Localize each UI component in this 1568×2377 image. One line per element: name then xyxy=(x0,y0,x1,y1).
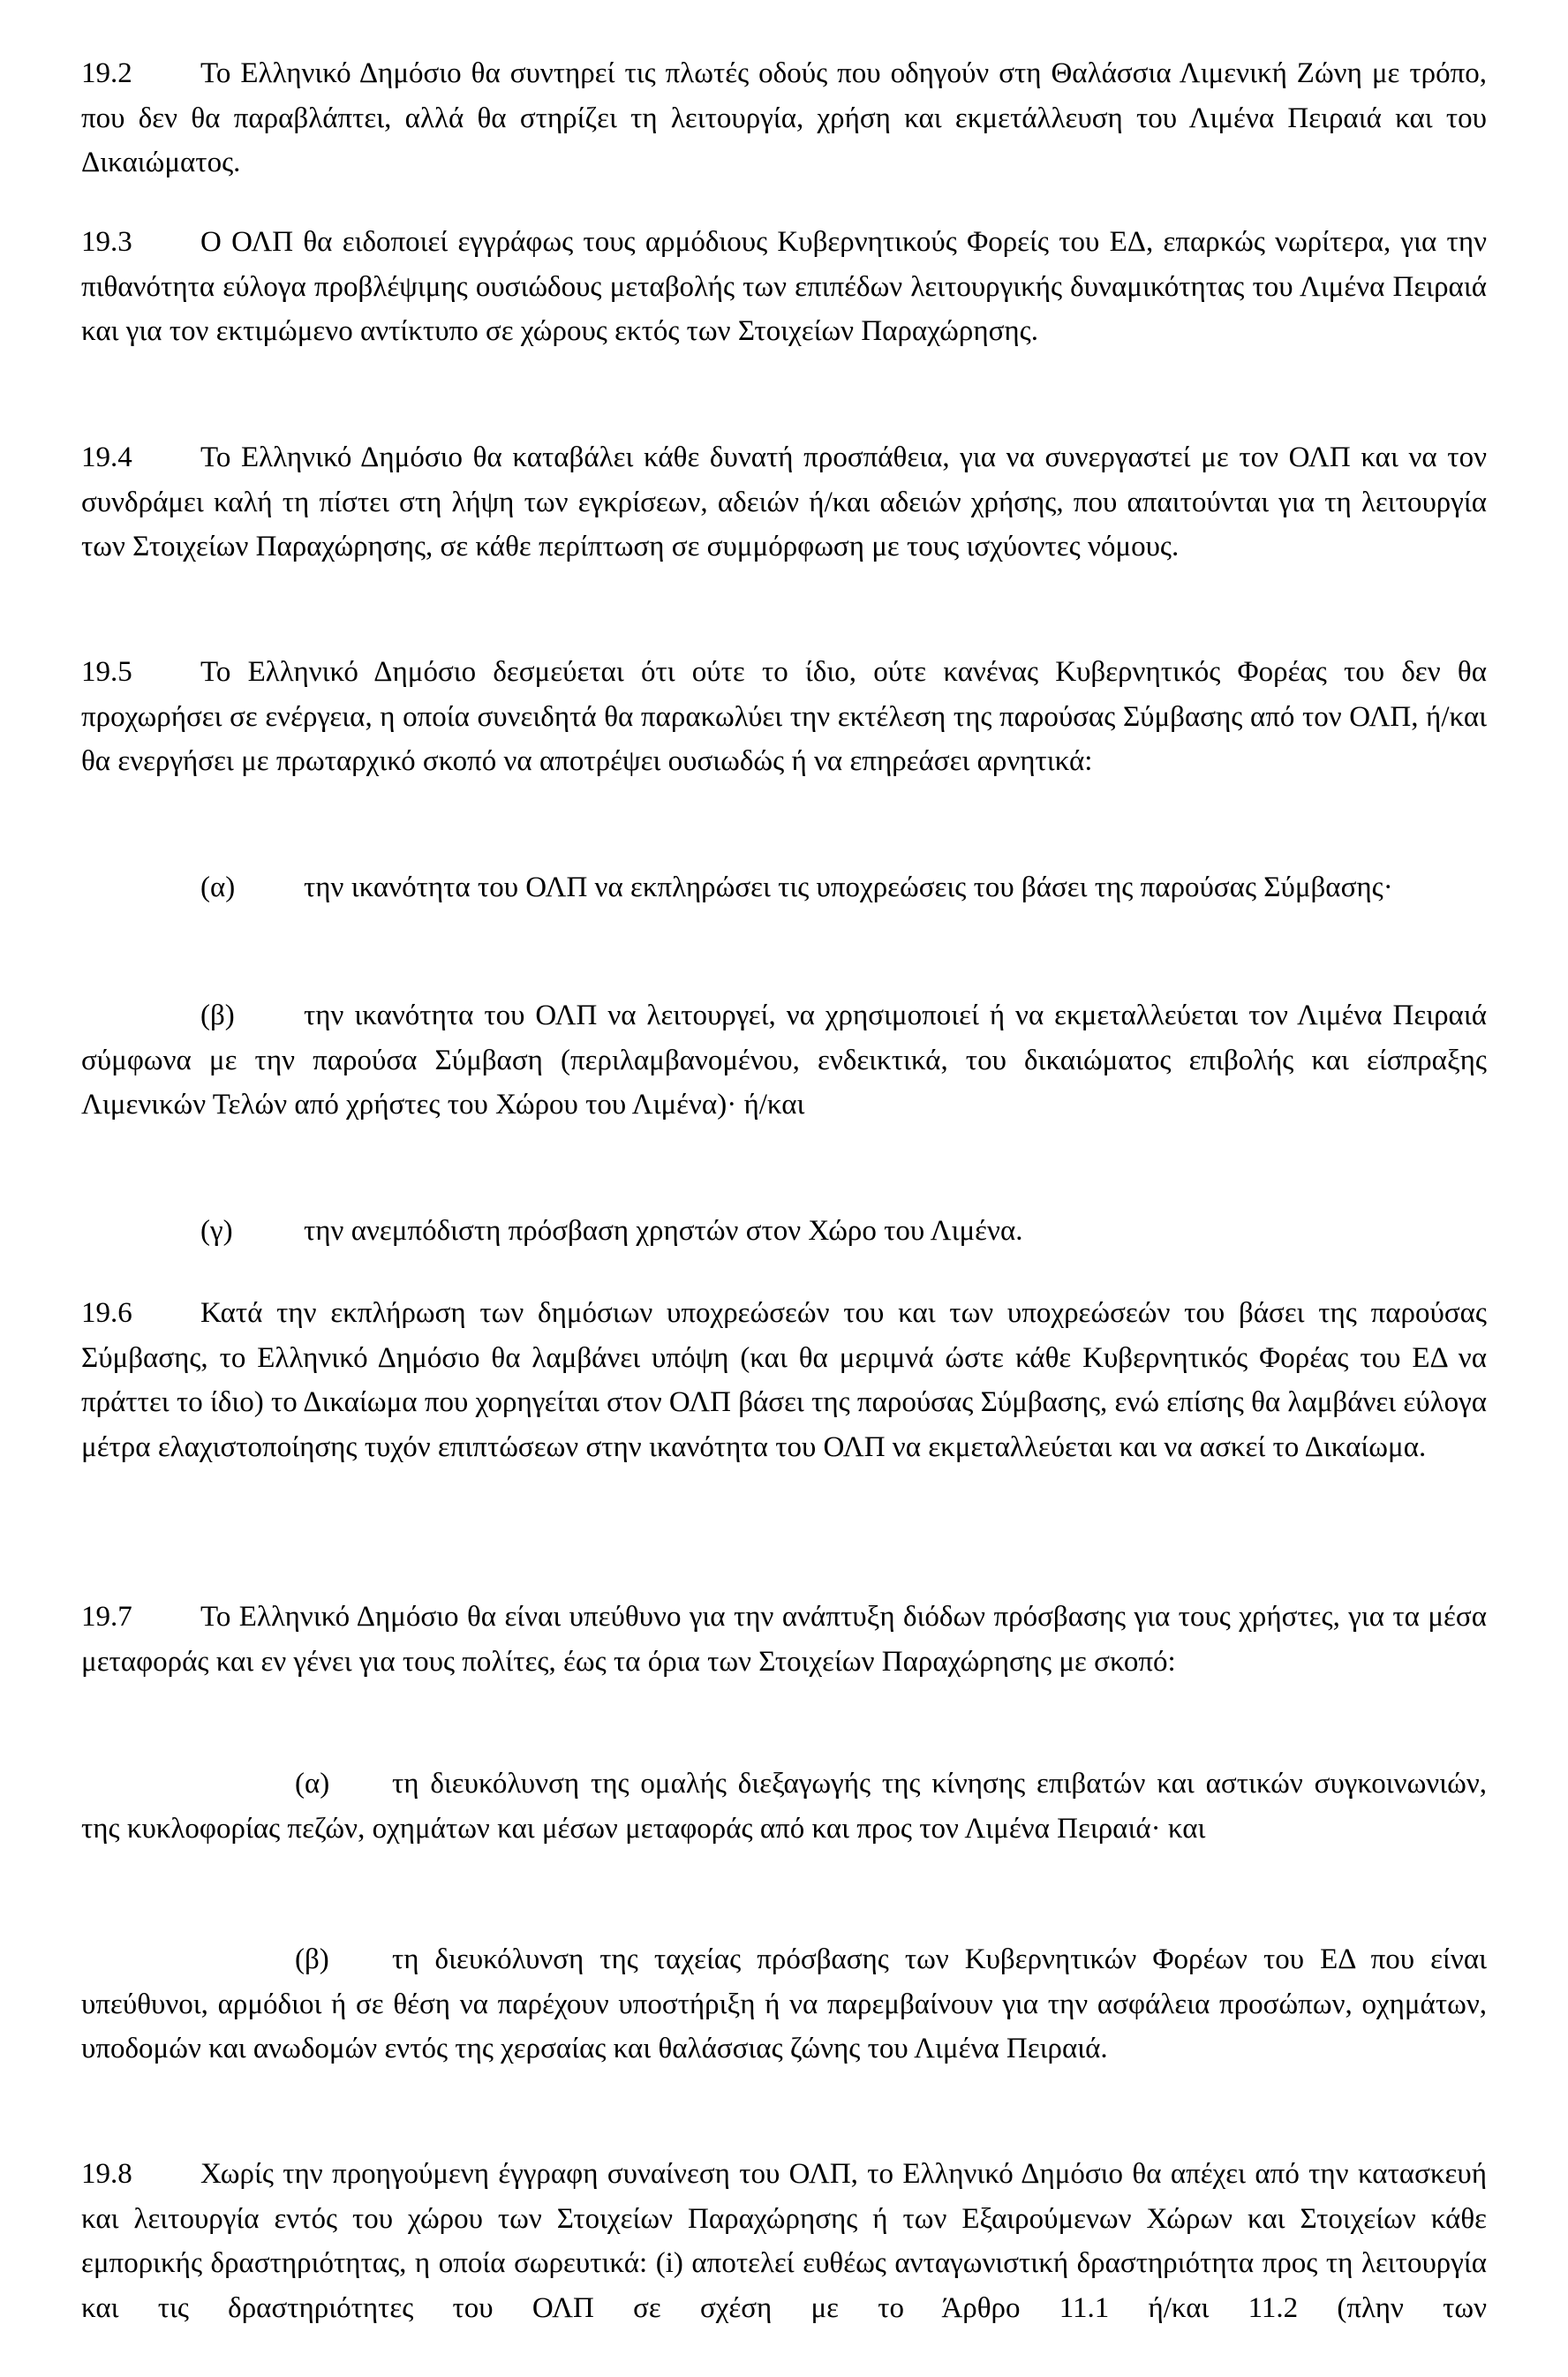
section-number: 19.4 xyxy=(81,441,132,473)
section-text: Κατά την εκπλήρωση των δημόσιων υποχρεώσεών του και των υποχρεώσεών του βάσει της παρούσας Σύμβασης, το Ελληνικό Δημόσιο θα λαμβάνει υπόψη (και θα μεριμνά ώστε κάθε Κυβερνητικός Φορέας του ΕΔ να πράττει το ίδιο) το Δικαίωμα που χορηγείται στον ΟΛΠ βάσει της παρούσας Σύμβασης, ενώ επίσης θα λαμβάνει εύλογα μέτρα ελαχιστοποίησης τυχόν επιπτώσεων στην ικανότητα του ΟΛΠ να εκμεταλλεύεται και να ασκεί το Δικαίωμα. xyxy=(81,1297,1487,1463)
section-text: Το Ελληνικό Δημόσιο θα καταβάλει κάθε δυνατή προσπάθεια, για να συνεργαστεί με τον ΟΛΠ και να τον συνδράμει καλή τη πίστει στη λήψη των εγκρίσεων, αδειών ή/και αδειών χρήσης, που απαιτούνται για τη λειτουργία των Στοιχείων Παραχώρησης, σε κάθε περίπτωση σε συμμόρφωση με τους ισχύοντες νόμους. xyxy=(81,441,1487,562)
section-number: 19.3 xyxy=(81,226,132,258)
section-text: Χωρίς την προηγούμενη έγγραφη συναίνεση του ΟΛΠ, το Ελληνικό Δημόσιο θα απέχει από την κατασκευή και λειτουργία εντός του χώρου των Στοιχείων Παραχώρησης ή των Εξαιρούμενων Χώρων και Στοιχείων κάθε εμπορικής δραστηριότητας, η οποία σωρευτικά: (i) αποτελεί ευθέως ανταγωνιστική δραστηριότητα προς τη λειτουργία και τις δραστηριότητες του ΟΛΠ σε σχέση με το Άρθρο 11.1 ή/και 11.2 (πλην των xyxy=(81,2158,1487,2324)
section-19-6 xyxy=(81,1291,1487,1469)
section-19-7 xyxy=(81,1595,1487,1684)
section-text: Το Ελληνικό Δημόσιο θα είναι υπεύθυνο για την ανάπτυξη διόδων πρόσβασης για τους χρήστες, για τα μέσα μεταφοράς και εν γένει για τους πολίτες, έως τα όρια των Στοιχείων Παραχώρησης με σκοπό: xyxy=(81,1601,1487,1678)
section-19-7-item-b xyxy=(81,1937,1487,2071)
section-number: 19.6 xyxy=(81,1297,132,1329)
item-text: την ανεμπόδιστη πρόσβαση χρηστών στον Χώρο του Λιμένα. xyxy=(304,1215,1023,1247)
section-19-7-item-a xyxy=(81,1762,1487,1851)
item-text: την ικανότητα του ΟΛΠ να λειτουργεί, να χρησιμοποιεί ή να εκμεταλλεύεται τον Λιμένα Πειραιά σύμφωνα με την παρούσα Σύμβαση (περιλαμβανομένου, ενδεικτικά, του δικαιώματος επιβολής και είσπραξης Λιμενικών Τελών από χρήστες του Χώρου του Λιμένα)· ή/και xyxy=(81,1000,1487,1121)
section-19-8 xyxy=(81,2152,1487,2330)
section-19-4 xyxy=(81,435,1487,570)
section-number: 19.7 xyxy=(81,1601,132,1633)
section-19-5-item-a xyxy=(81,865,1487,910)
section-19-5-item-c xyxy=(81,1209,1487,1254)
section-number: 19.8 xyxy=(81,2158,132,2190)
item-text: την ικανότητα του ΟΛΠ να εκπληρώσει τις υποχρεώσεις του βάσει της παρούσας Σύμβασης· xyxy=(304,872,1393,903)
item-text: τη διευκόλυνση της ομαλής διεξαγωγής της κίνησης επιβατών και αστικών συγκοινωνιών, της κυκλοφορίας πεζών, οχημάτων και μέσων μεταφοράς από και προς τον Λιμένα Πειραιά· και xyxy=(81,1768,1487,1845)
section-number: 19.5 xyxy=(81,656,132,688)
section-19-5-item-b xyxy=(81,993,1487,1128)
item-label: (β) xyxy=(200,1000,235,1031)
item-label: (γ) xyxy=(200,1215,233,1247)
section-19-3 xyxy=(81,220,1487,354)
item-text: τη διευκόλυνση της ταχείας πρόσβασης των Κυβερνητικών Φορέων του ΕΔ που είναι υπεύθυνοι, αρμόδιοι ή σε θέση να παρέχουν υποστήριξη ή να παρεμβαίνουν για την ασφάλεια προσώπων, οχημάτων, υποδομών και ανωδομών εντός της χερσαίας και θαλάσσιας ζώνης του Λιμένα Πειραιά. xyxy=(81,1943,1487,2064)
section-number: 19.2 xyxy=(81,57,132,89)
item-label: (β) xyxy=(295,1943,329,1975)
section-text: Ο ΟΛΠ θα ειδοποιεί εγγράφως τους αρμόδιους Κυβερνητικούς Φορείς του ΕΔ, επαρκώς νωρίτερα, για την πιθανότητα εύλογα προβλέψιμης ουσιώδους μεταβολής των επιπέδων λειτουργικής δυναμικότητας του Λιμένα Πειραιά και για τον εκτιμώμενο αντίκτυπο σε χώρους εκτός των Στοιχείων Παραχώρησης. xyxy=(81,226,1487,347)
section-19-5 xyxy=(81,650,1487,784)
item-label: (α) xyxy=(200,872,236,903)
item-label: (α) xyxy=(295,1768,330,1800)
section-text: Το Ελληνικό Δημόσιο θα συντηρεί τις πλωτές οδούς που οδηγούν στη Θαλάσσια Λιμενική Ζώνη με τρόπο, που δεν θα παραβλάπτει, αλλά θα στηρίζει τη λειτουργία, χρήση και εκμετάλλευση του Λιμένα Πειραιά και του Δικαιώματος. xyxy=(81,57,1487,178)
section-text: Το Ελληνικό Δημόσιο δεσμεύεται ότι ούτε το ίδιο, ούτε κανένας Κυβερνητικός Φορέας του δεν θα προχωρήσει σε ενέργεια, η οποία συνειδητά θα παρακωλύει την εκτέλεση της παρούσας Σύμβασης από τον ΟΛΠ, ή/και θα ενεργήσει με πρωταρχικό σκοπό να αποτρέψει ουσιωδώς ή να επηρεάσει αρνητικά: xyxy=(81,656,1487,777)
section-19-2 xyxy=(81,51,1487,185)
